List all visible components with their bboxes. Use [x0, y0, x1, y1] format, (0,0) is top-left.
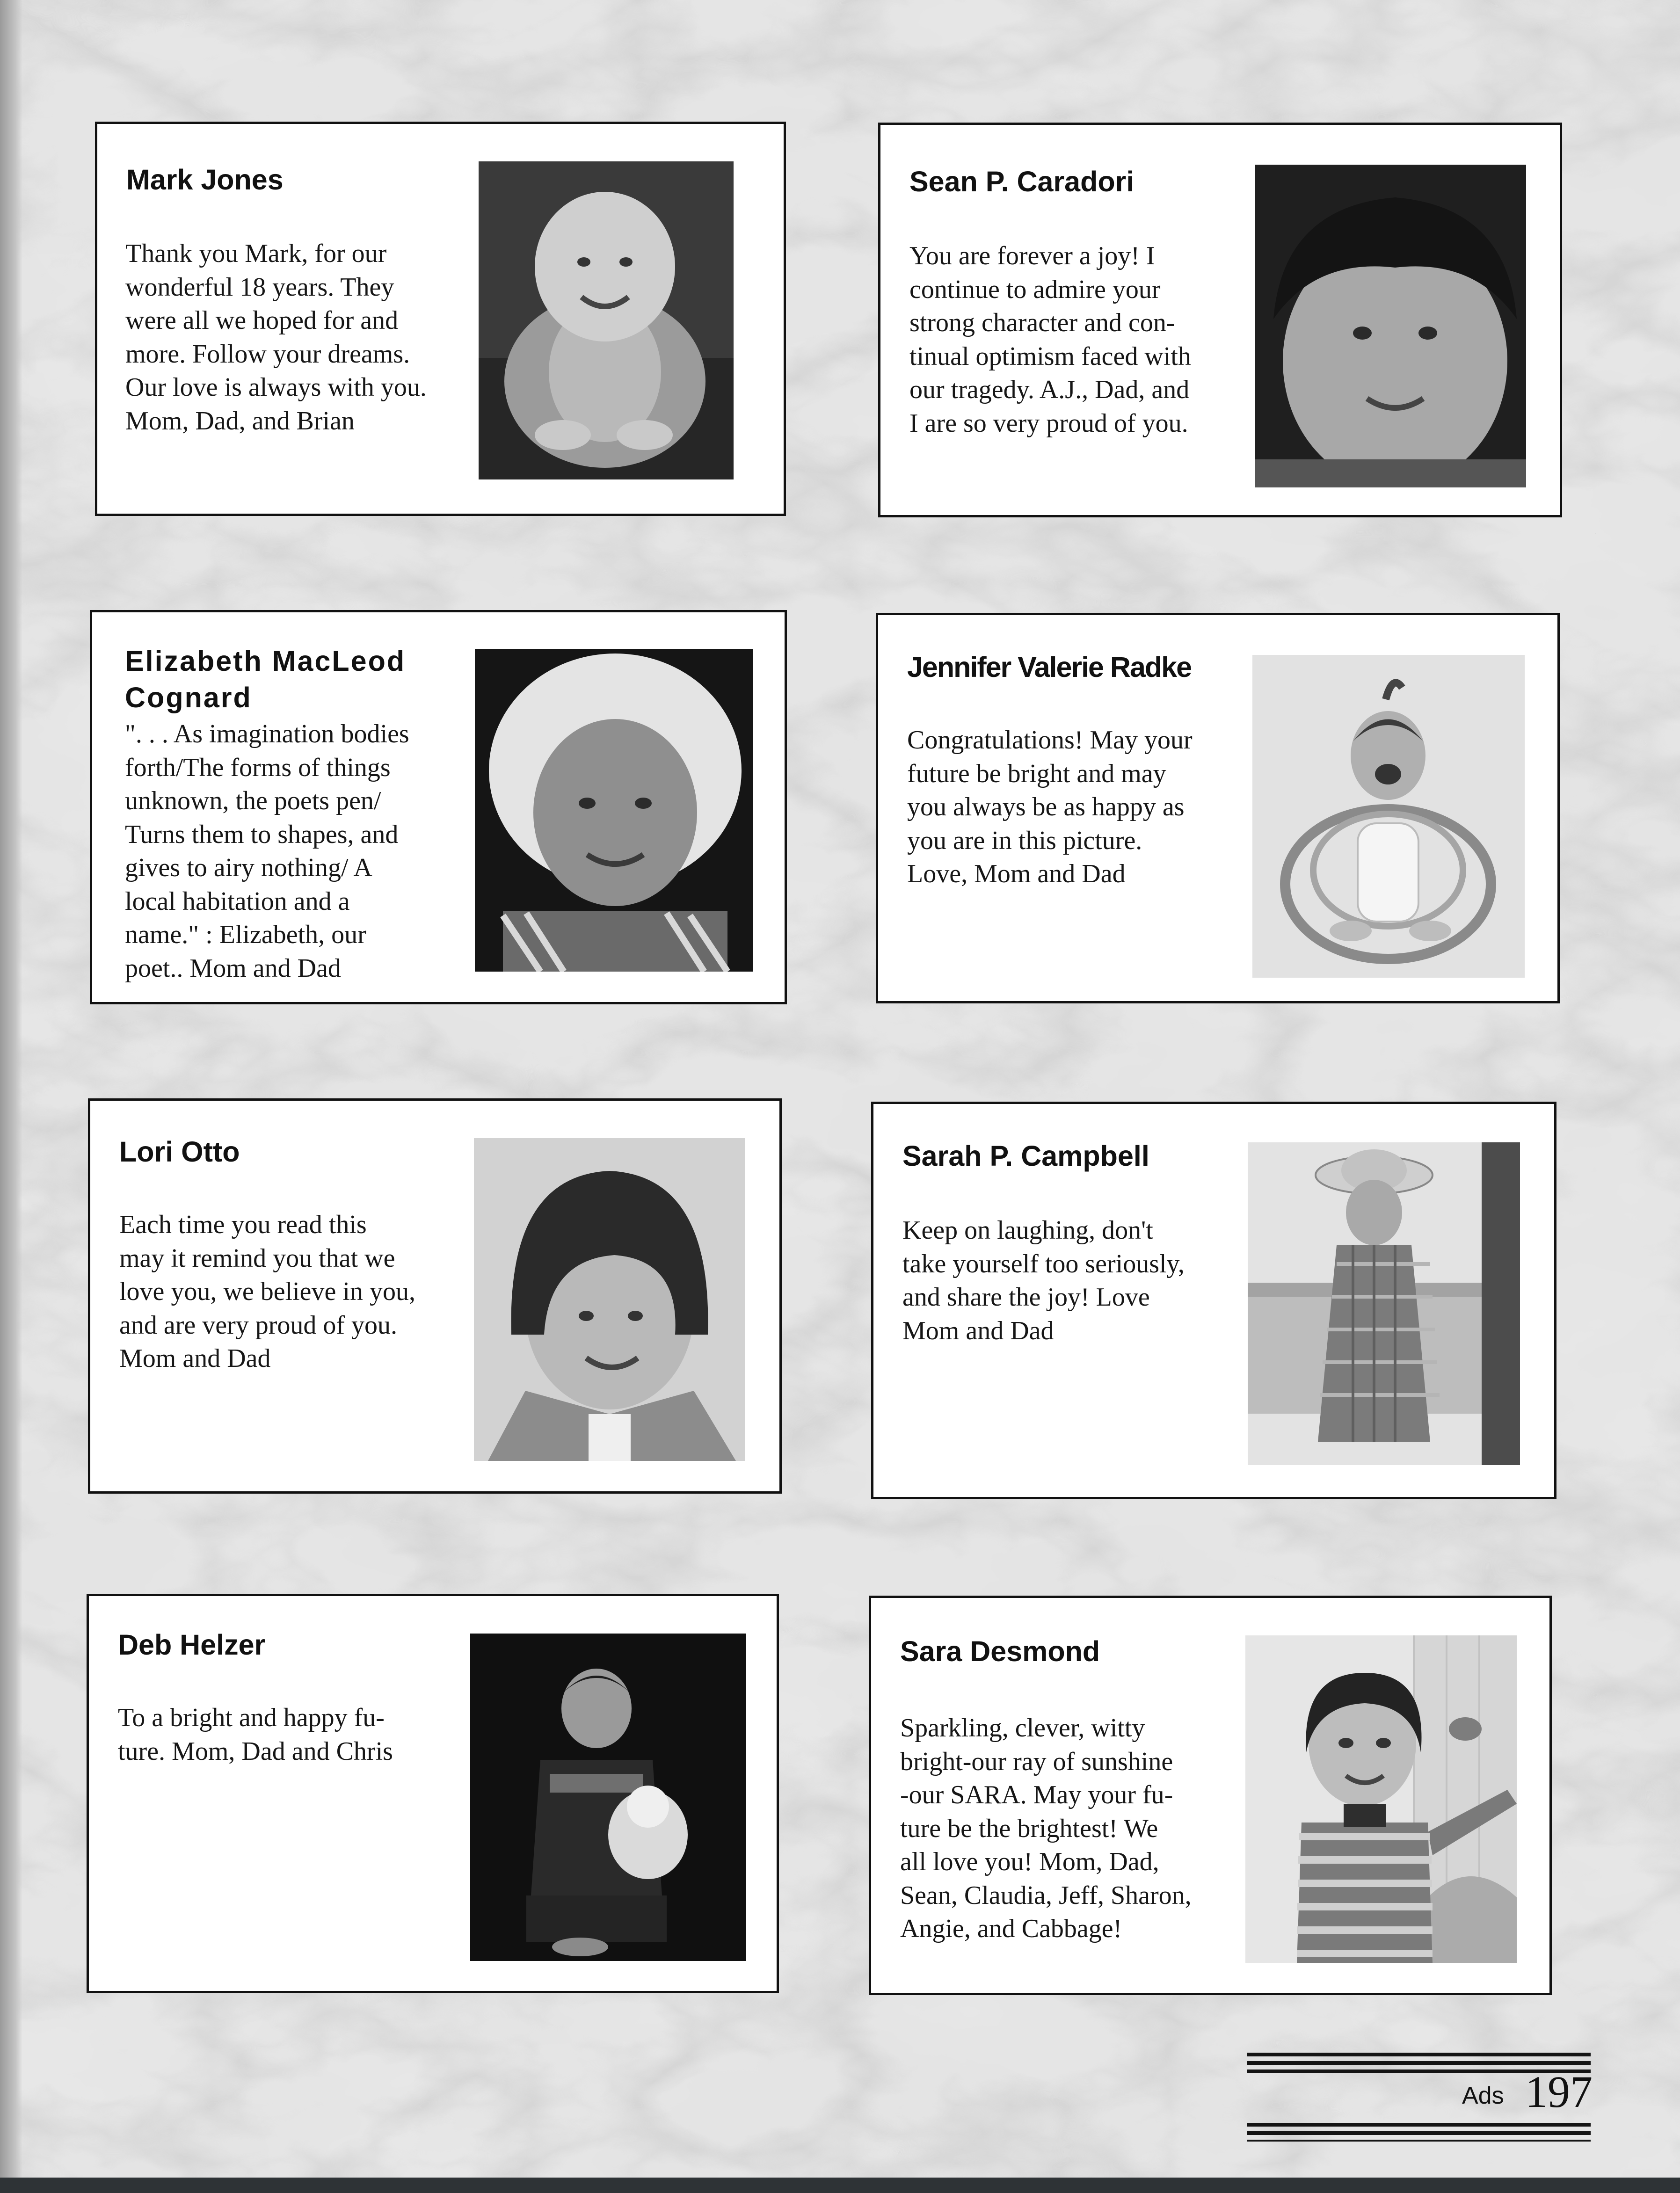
ad-card-sara-desmond — [869, 1596, 1552, 1995]
ad-card-jennifer-radke — [876, 613, 1560, 1003]
folio-rule — [1247, 2053, 1591, 2056]
child-with-hat-photo — [1248, 1142, 1520, 1465]
ad-card-elizabeth-cognard — [90, 610, 787, 1004]
ad-name: Lori Otto — [119, 1136, 240, 1168]
scan-bottom-edge — [0, 2178, 1680, 2193]
ad-message: Thank you Mark, for our wonderful 18 years. They were all we hoped for and more. Follow your dreams. Our love is always with you. Mom, Dad, and Brian — [125, 239, 427, 436]
ad-name: Jennifer Valerie Radke — [907, 651, 1192, 683]
toddler-closeup-photo — [1255, 165, 1526, 487]
ad-name: Sara Desmond — [900, 1635, 1100, 1667]
child-with-doll-photo — [470, 1634, 746, 1961]
section-label: Ads — [1462, 2082, 1504, 2109]
ad-message: Sparkling, clever, witty bright-our ray of sunshine -our SARA. May your fu- ture be the brightest! We all love you! Mom, Dad, Sean, Claudia, Jeff, Sharon, Angie, and Cabbage! — [900, 1714, 1192, 1943]
folio-rule — [1247, 2131, 1591, 2135]
baby-portrait-photo — [479, 161, 734, 479]
ad-name: Sarah P. Campbell — [902, 1140, 1149, 1172]
binding-gutter-shadow — [0, 0, 22, 2193]
page-number: 197 — [1525, 2067, 1593, 2117]
ad-card-sean-caradori — [878, 123, 1562, 517]
child-in-chair-photo — [1252, 655, 1525, 978]
ad-card-lori-otto — [88, 1098, 782, 1494]
ad-message: Keep on laughing, don't take yourself too seriously, and share the joy! Love Mom and Dad — [902, 1216, 1185, 1345]
ad-name: Sean P. Caradori — [909, 166, 1135, 197]
ad-name: Elizabeth MacLeod Cognard — [125, 645, 406, 713]
ad-name: Deb Helzer — [118, 1629, 266, 1661]
folio-rule — [1247, 2061, 1591, 2065]
ad-name: Mark Jones — [126, 164, 284, 196]
ad-card-mark-jones — [95, 122, 786, 516]
ad-card-deb-helzer — [87, 1594, 779, 1993]
ad-message: You are forever a joy! I continue to admire your strong character and con- tinual optimism faced with our tragedy. A.J., Dad, and I are so very proud of you. — [909, 241, 1191, 438]
curly-hair-child-photo — [475, 649, 753, 972]
folio-rule — [1247, 2123, 1591, 2127]
bob-haircut-child-photo — [474, 1138, 745, 1461]
ad-message: To a bright and happy fu- ture. Mom, Dad and Chris — [118, 1703, 393, 1766]
ad-message: Congratulations! May your future be bright and may you always be as happy as you are in this picture. Love, Mom and Dad — [907, 726, 1193, 888]
ad-card-sarah-campbell — [871, 1102, 1556, 1499]
striped-sweater-child-photo — [1245, 1635, 1517, 1963]
folio-rule — [1247, 2140, 1591, 2142]
page-folio — [1247, 2053, 1593, 2142]
ad-message: ". . . As imagination bodies forth/The forms of things unknown, the poets pen/ Turns them to shapes, and gives to airy nothing/ A local habitation and a name." : Elizabeth, our poet.. Mom and Dad — [125, 719, 409, 983]
ad-message: Each time you read this may it remind you that we love you, we believe in you, and are very proud of you. Mom and Dad — [119, 1210, 415, 1373]
